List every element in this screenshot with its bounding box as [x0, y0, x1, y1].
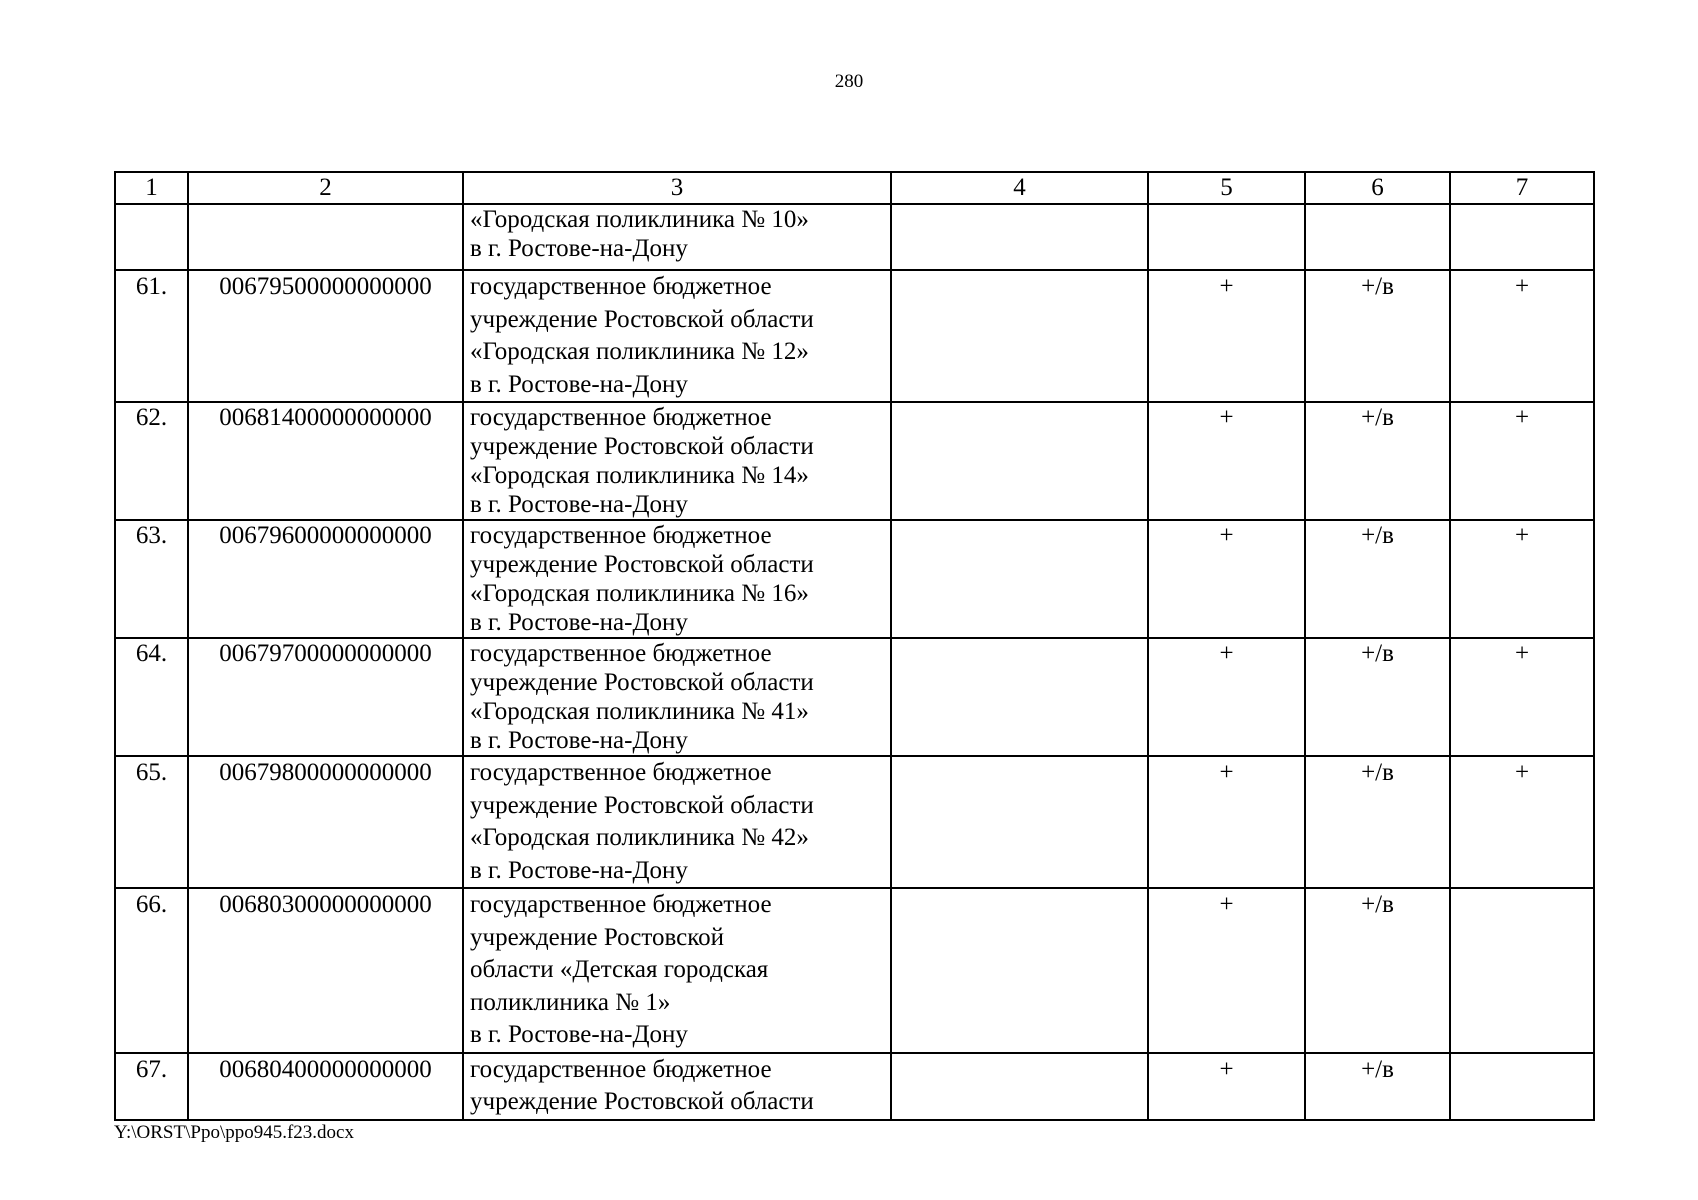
name-line: государственное бюджетное [470, 891, 772, 918]
row-code: 00679600000000000 [188, 520, 463, 638]
table-row [115, 638, 1594, 756]
row-code: 00679500000000000 [188, 270, 463, 402]
table-row [115, 520, 1594, 638]
row-col4 [891, 520, 1148, 638]
name-line: в г. Ростове-на-Дону [470, 856, 688, 884]
name-line: «Городская поликлиника № 10» [470, 206, 809, 233]
row-number [115, 204, 188, 270]
column-header: 4 [891, 172, 1148, 204]
table-row [115, 1053, 1594, 1120]
row-col6: +/в [1305, 270, 1450, 402]
name-line: государственное бюджетное [470, 273, 772, 300]
row-col5: + [1148, 638, 1305, 756]
column-header: 6 [1305, 172, 1450, 204]
row-col4 [891, 204, 1148, 270]
column-header: 7 [1450, 172, 1594, 204]
name-line: в г. Ростове-на-Дону [470, 1021, 688, 1048]
name-line: «Городская поликлиника № 41» [470, 698, 809, 725]
row-col5: + [1148, 270, 1305, 402]
row-code: 00679800000000000 [188, 756, 463, 888]
row-col4 [891, 756, 1148, 888]
column-header: 2 [188, 172, 463, 204]
table-row [115, 204, 1594, 270]
name-line: поликлиника № 1» [470, 988, 671, 1016]
row-col7 [1450, 888, 1594, 1053]
row-code [188, 204, 463, 270]
row-col6: +/в [1305, 520, 1450, 638]
row-name [463, 1053, 891, 1120]
table-row [115, 888, 1594, 1053]
name-line: учреждение Ростовской области [470, 551, 814, 578]
row-col7: + [1450, 270, 1594, 402]
row-name [463, 402, 891, 520]
row-col5: + [1148, 1053, 1305, 1120]
name-line: «Городская поликлиника № 12» [470, 338, 809, 365]
column-header: 3 [463, 172, 891, 204]
table-header-row [115, 172, 1594, 204]
column-header: 5 [1148, 172, 1305, 204]
column-header: 1 [115, 172, 188, 204]
row-col6: +/в [1305, 1053, 1450, 1120]
row-col7: + [1450, 638, 1594, 756]
footer-file-path: Y:\ORST\Ppo\ppo945.f23.docx [114, 1122, 354, 1143]
row-col5: + [1148, 888, 1305, 1053]
page-number: 280 [834, 71, 864, 92]
table-row [115, 270, 1594, 402]
name-line: в г. Ростове-на-Дону [470, 370, 688, 398]
row-name [463, 270, 891, 402]
row-code: 00680400000000000 [188, 1053, 463, 1120]
name-line: государственное бюджетное [470, 404, 772, 431]
row-col7 [1450, 204, 1594, 270]
row-col6: +/в [1305, 756, 1450, 888]
row-name [463, 888, 891, 1053]
row-col6: +/в [1305, 402, 1450, 520]
name-line: в г. Ростове-на-Дону [470, 727, 688, 754]
name-line: области «Детская городская [470, 956, 769, 983]
row-number: 62. [115, 402, 188, 520]
row-col7 [1450, 1053, 1594, 1120]
row-name [463, 756, 891, 888]
name-line: «Городская поликлиника № 14» [470, 462, 809, 489]
row-code: 00681400000000000 [188, 402, 463, 520]
row-col5 [1148, 204, 1305, 270]
row-col6: +/в [1305, 638, 1450, 756]
name-line: в г. Ростове-на-Дону [470, 491, 688, 518]
name-line: государственное бюджетное [470, 1055, 772, 1083]
row-col7: + [1450, 402, 1594, 520]
name-line: государственное бюджетное [470, 759, 772, 786]
row-number: 67. [115, 1053, 188, 1120]
name-line: учреждение Ростовской области [470, 1088, 814, 1115]
row-col6 [1305, 204, 1450, 270]
name-line: «Городская поликлиника № 16» [470, 580, 809, 607]
row-col7: + [1450, 756, 1594, 888]
row-number: 63. [115, 520, 188, 638]
name-line: в г. Ростове-на-Дону [470, 609, 688, 636]
name-line: учреждение Ростовской [470, 923, 724, 951]
document-table [114, 171, 1595, 1121]
name-line: государственное бюджетное [470, 640, 772, 667]
row-col4 [891, 402, 1148, 520]
table-row [115, 402, 1594, 520]
row-number: 61. [115, 270, 188, 402]
row-col7: + [1450, 520, 1594, 638]
row-number: 64. [115, 638, 188, 756]
name-line: учреждение Ростовской области [470, 433, 814, 460]
row-name [463, 204, 891, 270]
row-col4 [891, 1053, 1148, 1120]
row-col4 [891, 270, 1148, 402]
row-col6: +/в [1305, 888, 1450, 1053]
row-col5: + [1148, 520, 1305, 638]
name-line: учреждение Ростовской области [470, 791, 814, 819]
table-row [115, 756, 1594, 888]
row-col4 [891, 888, 1148, 1053]
row-col5: + [1148, 402, 1305, 520]
row-col4 [891, 638, 1148, 756]
row-number: 66. [115, 888, 188, 1053]
row-col5: + [1148, 756, 1305, 888]
row-code: 00679700000000000 [188, 638, 463, 756]
row-number: 65. [115, 756, 188, 888]
name-line: учреждение Ростовской области [470, 669, 814, 696]
row-code: 00680300000000000 [188, 888, 463, 1053]
row-name [463, 638, 891, 756]
name-line: учреждение Ростовской области [470, 305, 814, 333]
name-line: государственное бюджетное [470, 522, 772, 549]
name-line: в г. Ростове-на-Дону [470, 235, 688, 262]
row-name [463, 520, 891, 638]
name-line: «Городская поликлиника № 42» [470, 824, 809, 851]
